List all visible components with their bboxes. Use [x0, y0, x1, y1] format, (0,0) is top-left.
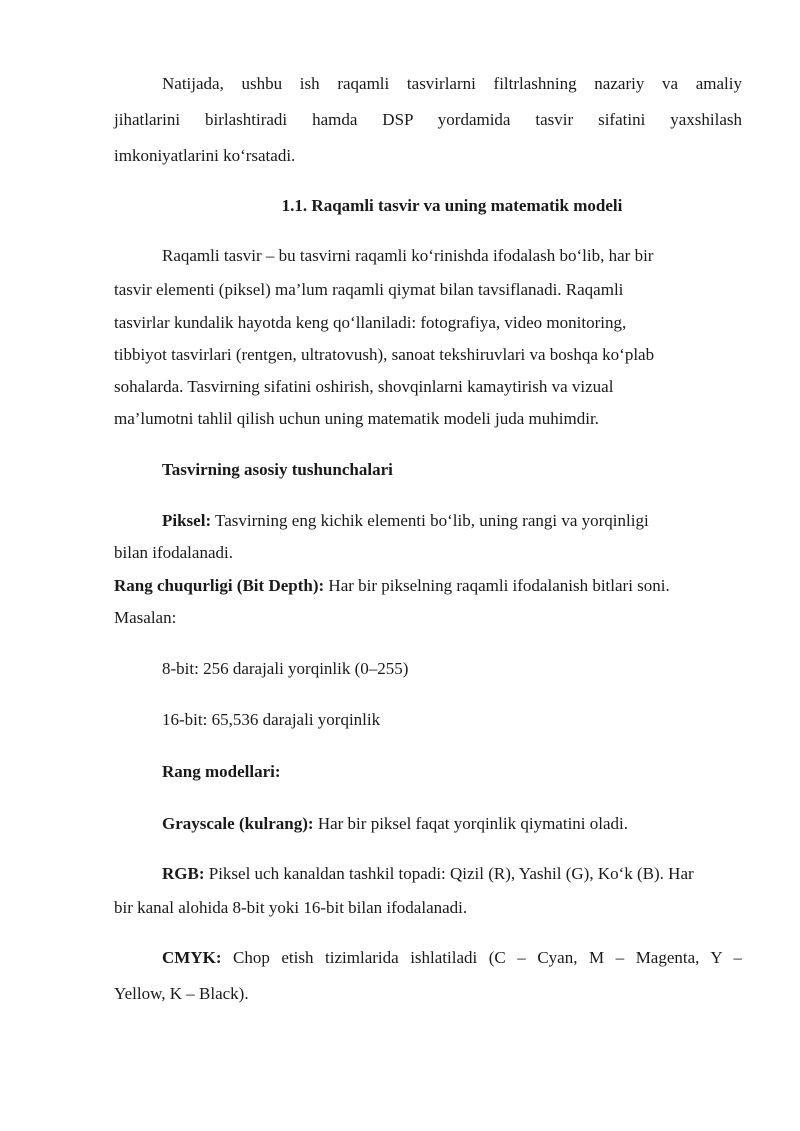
section-title: 1.1. Raqamli tasvir va uning matematik modeli — [281, 196, 623, 215]
intro-line-3: imkoniyatlarini ko‘rsatadi. — [114, 146, 296, 165]
definition-line-5: sohalarda. Tasvirning sifatini oshirish, shovqinlarni kamaytirish va vizual — [114, 377, 614, 396]
definition-line-2: tasvir elementi (piksel) ma’lum raqamli qiymat bilan tavsiflanadi. Raqamli — [114, 280, 624, 299]
pixel-line-1 — [162, 511, 649, 531]
bit-depth-line-2: Masalan: — [114, 608, 177, 627]
cmyk-line-2: Yellow, K – Black). — [114, 984, 249, 1003]
definition-line-1: Raqamli tasvir – bu tasvirni raqamli ko‘rinishda ifodalash bo‘lib, har bir — [162, 246, 654, 265]
bit-depth-term: Rang chuqurligi (Bit Depth): — [114, 576, 325, 595]
pixel-line-2: bilan ifodalanadi. — [114, 543, 233, 562]
pixel-term: Piksel: — [162, 511, 212, 530]
bit8-example: 8-bit: 256 darajali yorqinlik (0–255) — [162, 659, 409, 678]
intro-line-1: Natijada, ushbu ish raqamli tasvirlarni filtrlashning nazariy va amaliy — [162, 74, 742, 93]
pixel-text-1: Tasvirning eng kichik elementi bo‘lib, uning rangi va yorqinligi — [211, 511, 649, 530]
color-models-heading: Rang modellari: — [162, 762, 281, 781]
grayscale-line — [162, 814, 628, 834]
cmyk-line-1 — [114, 948, 742, 968]
definition-line-6: ma’lumotni tahlil qilish uchun uning matematik modeli juda muhimdir. — [114, 409, 599, 428]
basics-heading: Tasvirning asosiy tushunchalari — [162, 460, 393, 479]
intro-line-2: jihatlarini birlashtiradi hamda DSP yordamida tasvir sifatini yaxshilash — [114, 110, 742, 129]
definition-line-3: tasvirlar kundalik hayotda keng qo‘llaniladi: fotografiya, video monitoring, — [114, 313, 627, 332]
rgb-line-2: bir kanal alohida 8-bit yoki 16-bit bilan ifodalanadi. — [114, 898, 468, 917]
grayscale-term: Grayscale (kulrang): — [162, 814, 314, 833]
definition-line-4: tibbiyot tasvirlari (rentgen, ultratovush), sanoat tekshiruvlari va boshqa ko‘plab — [114, 345, 655, 364]
cmyk-text-1: Chop etish tizimlarida ishlatiladi (C – Cyan, M – Magenta, Y – — [221, 948, 742, 967]
rgb-text-1: Piksel uch kanaldan tashkil topadi: Qizil (R), Yashil (G), Ko‘k (B). Har — [204, 864, 694, 883]
cmyk-term: CMYK: — [162, 948, 222, 967]
grayscale-text: Har bir piksel faqat yorqinlik qiymatini oladi. — [313, 814, 629, 833]
rgb-term: RGB: — [162, 864, 205, 883]
rgb-line-1 — [162, 864, 694, 884]
bit-depth-line-1 — [114, 576, 670, 596]
bit-depth-text-1: Har bir pikselning raqamli ifodalanish bitlari soni. — [324, 576, 670, 595]
bit16-example: 16-bit: 65,536 darajali yorqinlik — [162, 710, 381, 729]
